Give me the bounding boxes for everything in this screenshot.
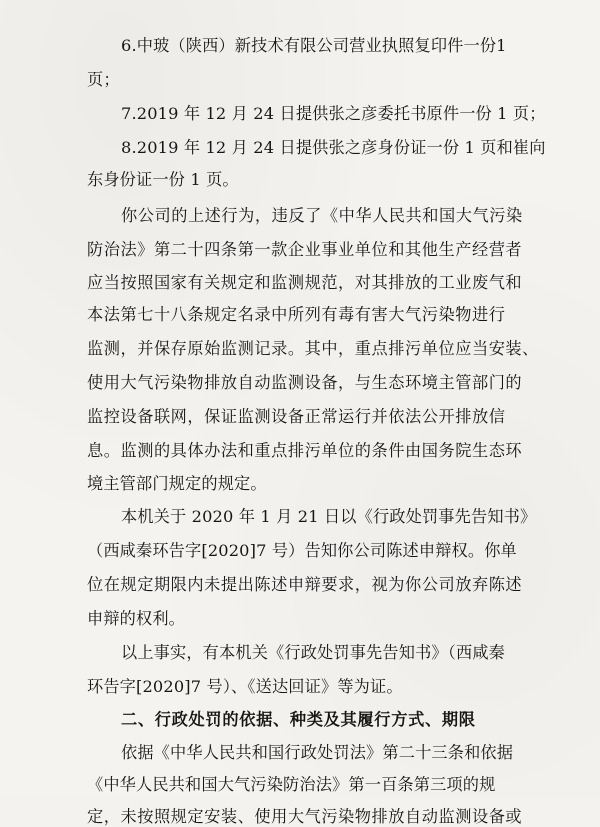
text-line-19: 以上事实，有本机关《行政处罚事先告知书》（西咸秦: [121, 643, 505, 662]
text-line-4: 8.2019 年 12 月 24 日提供张之彦身份证一份 1 页和崔向: [121, 138, 546, 157]
text-line-20: 环告字[2020]7 号）、《送达回证》等为证。: [87, 677, 403, 696]
text-line-1: 6.中玻（陕西）新技术有限公司营业执照复印件一份1: [121, 36, 507, 55]
text-line-13: 息。监测的具体办法和重点排污单位的条件由国务院生态环: [87, 441, 523, 460]
text-line-17: 位在规定期限内未提出陈述申辩要求，视为你公司放弃陈述: [87, 575, 523, 594]
text-line-12: 监控设备联网，保证监测设备正常运行并依法公开排放信: [87, 407, 506, 426]
text-line-15: 本机关于 2020 年 1 月 21 日以《行政处罚事先告知书》: [121, 507, 537, 526]
text-line-5: 东身份证一份 1 页。: [87, 170, 239, 189]
text-line-6: 你公司的上述行为，违反了《中华人民共和国大气污染: [121, 206, 523, 225]
text-line-8: 应当按照国家有关规定和监测规范，对其排放的工业废气和: [87, 273, 523, 292]
text-line-2: 页；: [87, 70, 120, 89]
text-line-3: 7.2019 年 12 月 24 日提供张之彦委托书原件一份 1 页；: [121, 104, 546, 123]
text-line-9: 本法第七十八条规定名录中所列有毒有害大气污染物进行: [87, 305, 506, 324]
text-line-11: 使用大气污染物排放自动监测设备，与生态环境主管部门的: [87, 373, 523, 392]
text-line-24: 定，未按照规定安装、使用大气污染物排放自动监测设备或: [87, 807, 523, 826]
section-heading: 二、行政处罚的依据、种类及其履行方式、期限: [121, 710, 476, 729]
text-line-23: 《中华人民共和国大气污染防治法》第一百条第三项的规: [87, 775, 496, 794]
text-line-14: 境主管部门规定的规定。: [87, 474, 267, 493]
text-line-10: 监测，并保存原始监测记录。其中，重点排污单位应当安装、: [87, 339, 539, 358]
text-line-16: （西咸秦环告字[2020]7 号）告知你公司陈述申辩权。你单: [87, 541, 517, 560]
text-line-7: 防治法》第二十四条第一款企业事业单位和其他生产经营者: [87, 240, 523, 259]
text-line-22: 依据《中华人民共和国行政处罚法》第二十三条和依据: [121, 743, 514, 762]
text-line-18: 申辩的权利。: [87, 609, 186, 628]
